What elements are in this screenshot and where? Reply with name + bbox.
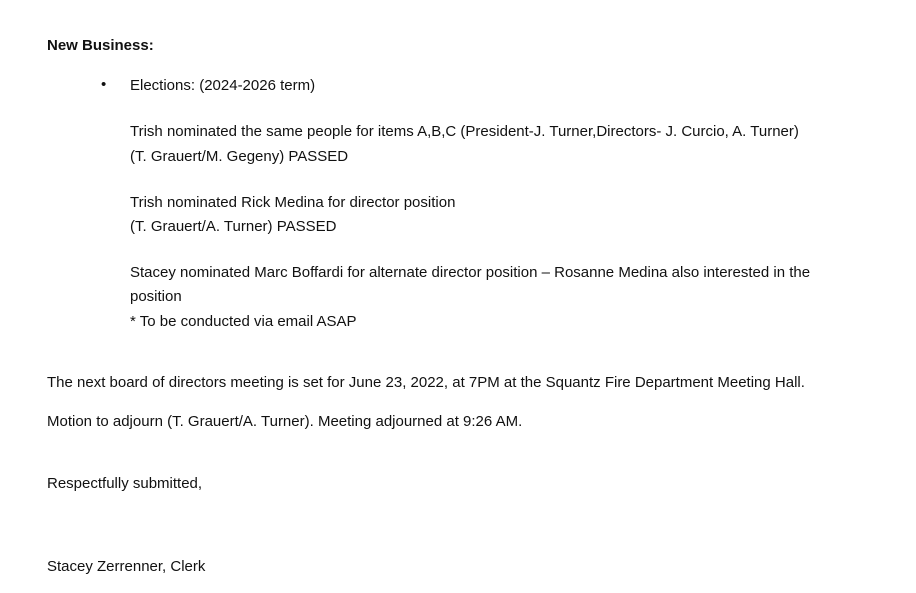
bullet-marker: •	[101, 76, 107, 93]
nomination-1-line-1: Trish nominated the same people for items A,B,C (President-J. Turner,Directors- J. Curcio, A. Turner)	[130, 123, 799, 140]
closing-text: Respectfully submitted,	[47, 475, 203, 492]
nomination-2-line-1: Trish nominated Rick Medina for director position	[130, 194, 456, 211]
nomination-3-line-2: position	[130, 288, 182, 305]
adjourn-text: Motion to adjourn (T. Grauert/A. Turner). Meeting adjourned at 9:26 AM.	[47, 413, 523, 430]
nomination-1-line-2: (T. Grauert/M. Gegeny) PASSED	[130, 148, 349, 165]
next-meeting-text: The next board of directors meeting is set for June 23, 2022, at 7PM at the Squantz Fire Department Meeting Hall.	[47, 374, 805, 391]
nomination-2-line-2: (T. Grauert/A. Turner) PASSED	[130, 218, 337, 235]
section-heading: New Business:	[47, 37, 154, 54]
nomination-3-line-1: Stacey nominated Marc Boffardi for alternate director position – Rosanne Medina also interested in the	[130, 264, 811, 281]
nomination-3-note: * To be conducted via email ASAP	[130, 313, 357, 330]
signature-text: Stacey Zerrenner, Clerk	[47, 558, 206, 575]
elections-item: Elections: (2024-2026 term)	[130, 77, 316, 94]
